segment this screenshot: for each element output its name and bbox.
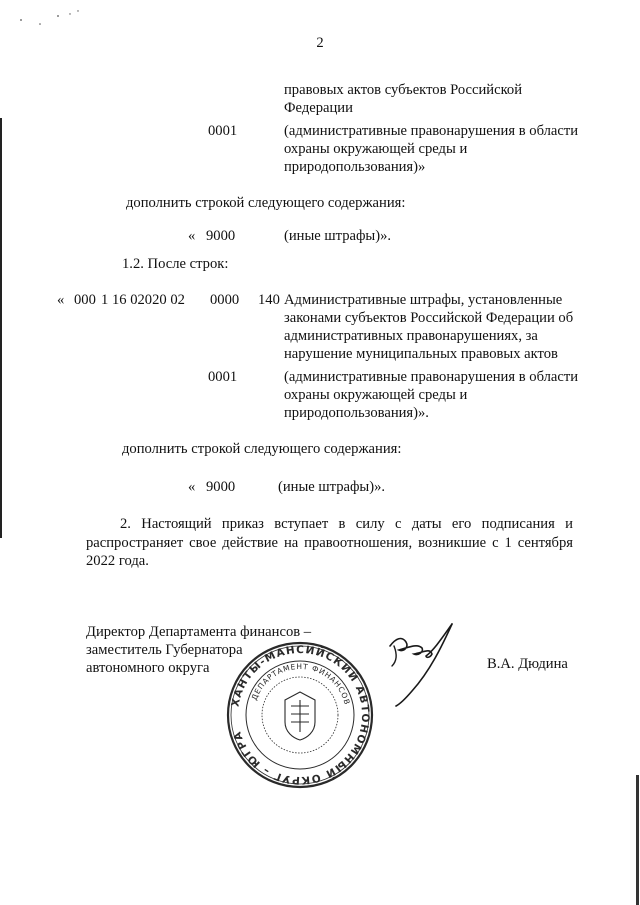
signatory-name: В.А. Дюдина: [487, 656, 568, 672]
block2-text-line3: административных правонарушениях, за: [284, 328, 538, 344]
block1-sub-line3: природопользования)»: [284, 159, 426, 175]
new-row-1-quote: «: [188, 228, 196, 244]
block1-text-line2: Федерации: [284, 100, 353, 116]
handwritten-signature: [372, 616, 472, 712]
block2-quote: «: [57, 292, 65, 308]
block1-code: 0001: [208, 123, 238, 139]
scan-edge-left: [0, 118, 2, 538]
new-row-2-code: 9000: [206, 479, 236, 495]
block1-sub-line2: охраны окружающей среды и: [284, 141, 468, 157]
scan-edge-right: [636, 775, 639, 905]
block2-text-line2: законами субъектов Российской Федерации об: [284, 310, 574, 326]
new-row-2-quote: «: [188, 479, 196, 495]
paragraph-2: 2. Настоящий приказ вступает в силу с даты его подписания и распространяет свое действие на правоотношения, возникшие с 1 сентября 2022 года.: [86, 516, 573, 569]
add-row-instruction-2: дополнить строкой следующего содержания:: [122, 441, 402, 457]
block2-text-line4: нарушение муниципальных правовых актов: [284, 346, 558, 362]
signatory-title-line3: автономного округа: [86, 660, 210, 676]
new-row-1-code: 9000: [206, 228, 236, 244]
point-1-2-heading: 1.2. После строк:: [122, 256, 229, 272]
new-row-1-text: (иные штрафы)».: [284, 228, 392, 244]
block2-sub-line1: (административные правонарушения в области: [284, 369, 579, 385]
block2-kbk-program: 0000: [210, 292, 240, 308]
add-row-instruction-1: дополнить строкой следующего содержания:: [126, 195, 406, 211]
scan-specks: [18, 8, 108, 28]
official-stamp-seal: [225, 640, 375, 790]
signatory-title-line1: Директор Департамента финансов –: [86, 624, 312, 640]
block1-sub-line1: (административные правонарушения в области: [284, 123, 579, 139]
block2-sub-line3: природопользования)».: [284, 405, 429, 421]
block2-kbk-kosgu: 140: [258, 292, 280, 308]
block2-code: 0001: [208, 369, 238, 385]
block2-text-line1: Административные штрафы, установленные: [284, 292, 563, 308]
signatory-title-line2: заместитель Губернатора: [86, 642, 243, 658]
block2-sub-line2: охраны окружающей среды и: [284, 387, 468, 403]
block2-kbk-code: 1 16 02020 02: [101, 292, 185, 308]
svg-text:ДЕПАРТАМЕНТ ФИНАНСОВ: ДЕПАРТАМЕНТ ФИНАНСОВ: [249, 661, 352, 707]
block1-text-line1: правовых актов субъектов Российской: [284, 82, 523, 98]
new-row-2-text: (иные штрафы)».: [278, 479, 386, 495]
page-number: 2: [316, 35, 324, 51]
svg-text:ХАНТЫ-МАНСИЙСКИЙ АВТОНОМНЫЙ ОК: ХАНТЫ-МАНСИЙСКИЙ АВТОНОМНЫЙ ОКРУГ – ЮГРА: [229, 643, 372, 787]
block2-kbk-admin: 000: [74, 292, 96, 308]
